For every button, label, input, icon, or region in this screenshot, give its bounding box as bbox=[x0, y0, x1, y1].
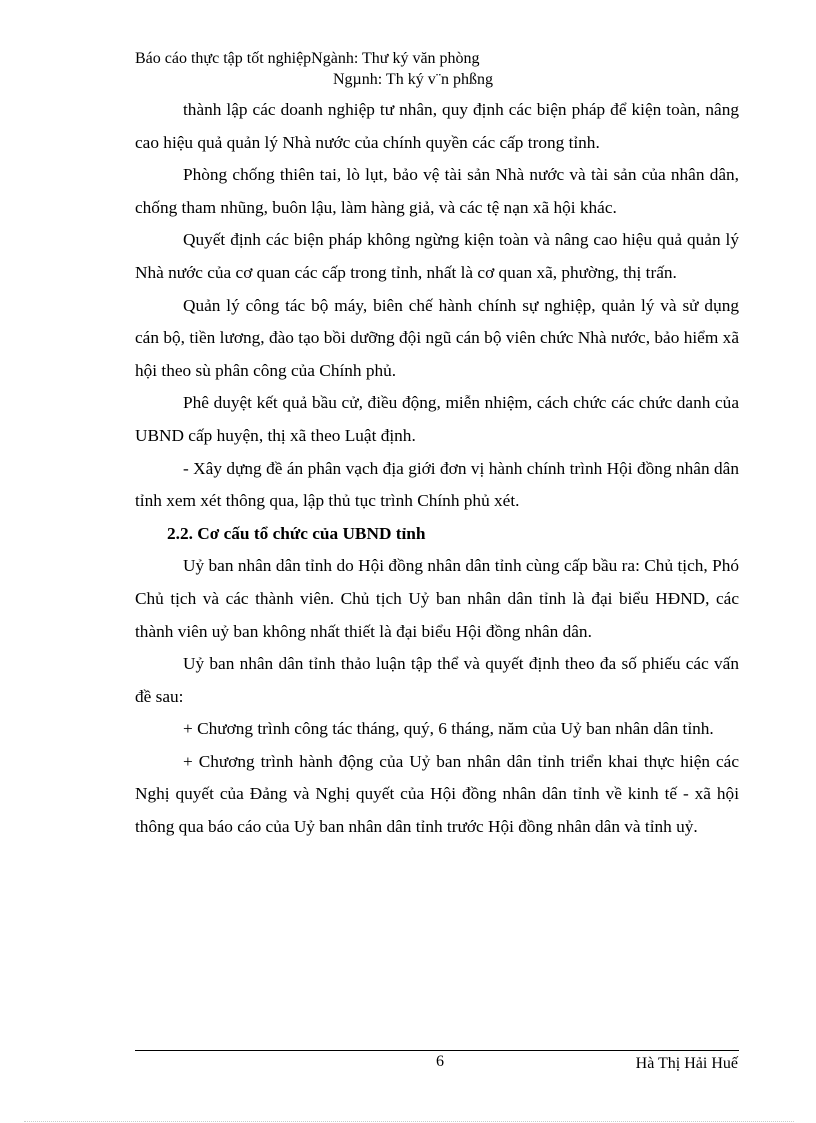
section-paragraph-2: Uỷ ban nhân dân tỉnh thảo luận tập thể và quyết định theo đa số phiếu các vấn đề sau: bbox=[135, 654, 739, 706]
page-boundary bbox=[24, 1121, 794, 1122]
section-paragraph-1: Uỷ ban nhân dân tỉnh do Hội đồng nhân dân tỉnh cùng cấp bầu ra: Chủ tịch, Phó Chủ tịch và các thành viên. Chủ tịch Uỷ ban nhân dân tỉnh là đại biểu HĐND, các thành viên uỷ ban không nhất thiết là đại biểu Hội đồng nhân dân. bbox=[135, 556, 739, 641]
body-paragraph-4: Quản lý công tác bộ máy, biên chế hành chính sự nghiệp, quản lý và sử dụng cán bộ, tiền lương, đào tạo bồi dưỡng đội ngũ cán bộ viên chức Nhà nước, bảo hiểm xã hội theo sù phân công của Chính phủ. bbox=[135, 295, 739, 380]
footer-author: Hà Thị Hải Huế bbox=[635, 1055, 738, 1072]
running-header-garbled: Ngµnh: Th ký v¨n phßng bbox=[333, 71, 494, 88]
body-paragraph-1: thành lập các doanh nghiệp tư nhân, quy định các biện pháp để kiện toàn, nâng cao hiệu quả quản lý Nhà nước của chính quyền các cấp trong tỉnh. bbox=[135, 100, 739, 152]
document-body bbox=[135, 94, 739, 844]
footer-rule bbox=[135, 1050, 739, 1051]
page-number: 6 bbox=[436, 1053, 444, 1070]
section-heading: 2.2. Cơ cấu tổ chức của UBND tỉnh bbox=[167, 523, 426, 543]
body-paragraph-6: - Xây dựng đề án phân vạch địa giới đơn vị hành chính trình Hội đồng nhân dân tỉnh xem xét thông qua, lập thủ tục trình Chính phủ xét. bbox=[135, 458, 739, 511]
body-paragraph-3: Quyết định các biện pháp không ngừng kiện toàn và nâng cao hiệu quả quản lý Nhà nước của cơ quan các cấp trong tỉnh, nhất là cơ quan xã, phường, thị trấn. bbox=[135, 230, 739, 282]
body-paragraph-5: Phê duyệt kết quả bầu cử, điều động, miễn nhiệm, cách chức các chức danh của UBND cấp huyện, thị xã theo Luật định. bbox=[135, 393, 739, 445]
running-header: Báo cáo thực tập tốt nghiệpNgành: Thư ký văn phòng bbox=[135, 50, 480, 67]
section-paragraph-4: + Chương trình hành động của Uỷ ban nhân dân tỉnh triển khai thực hiện các Nghị quyết của Đảng và Nghị quyết của Hội đồng nhân dân tỉnh về kinh tế - xã hội thông qua báo cáo của Uỷ ban nhân dân tỉnh trước Hội đồng nhân dân và tỉnh uỷ. bbox=[135, 751, 739, 837]
section-paragraph-3: + Chương trình công tác tháng, quý, 6 tháng, năm của Uỷ ban nhân dân tỉnh. bbox=[183, 719, 714, 739]
body-paragraph-2: Phòng chống thiên tai, lò lụt, bảo vệ tài sản Nhà nước và tài sản của nhân dân, chống tham nhũng, buôn lậu, làm hàng giả, và các tệ nạn xã hội khác. bbox=[135, 165, 739, 217]
